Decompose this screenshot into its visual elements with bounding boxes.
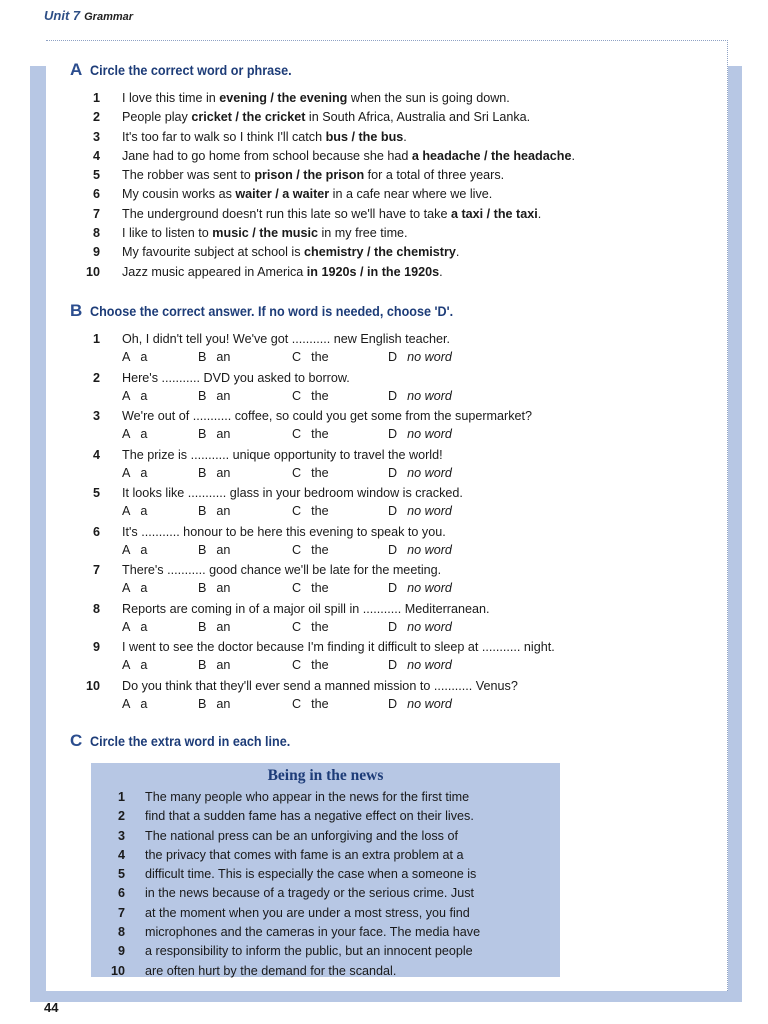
answer-options (82, 618, 662, 636)
exercise-item (82, 185, 642, 204)
item-text-after: when the sun is going down. (347, 91, 510, 105)
question-line (82, 523, 662, 541)
answer-options (82, 387, 662, 405)
choice-phrase[interactable]: a headache / the headache (411, 148, 572, 163)
item-number: 10 (85, 264, 100, 279)
option-c[interactable]: C the (292, 427, 329, 441)
question-number: 9 (92, 640, 100, 654)
question-line (82, 600, 662, 618)
question-number: 3 (92, 409, 100, 423)
option-b[interactable]: B an (198, 696, 231, 711)
choice-phrase[interactable]: prison / the prison (254, 168, 365, 183)
option-c[interactable]: C the (292, 465, 329, 480)
reading-title: Being in the news (267, 767, 384, 784)
exercise-item (82, 205, 642, 224)
item-text-after: . (537, 206, 542, 221)
question-line (82, 407, 662, 425)
section-b-instruction: Choose the correct answer. If no word is needed, choose 'D'. (90, 303, 454, 319)
reading-text-box (91, 763, 560, 977)
option-c[interactable]: C the (292, 350, 329, 364)
line-text: at the moment when you are under a most stress, you find (145, 905, 470, 920)
item-text-before: I like to listen to (122, 226, 213, 241)
unit-label: Unit 7 (44, 8, 81, 23)
option-d[interactable]: D no word (388, 542, 452, 557)
text-line[interactable] (99, 807, 480, 826)
option-b[interactable]: B an (198, 658, 231, 672)
option-a[interactable]: A a (122, 658, 148, 672)
option-d[interactable]: D no word (388, 658, 452, 672)
choice-phrase[interactable]: bus / the bus (325, 129, 404, 144)
line-text: find that a sudden fame has a negative effect on their lives. (145, 809, 474, 824)
option-d[interactable]: D no word (388, 504, 452, 518)
section-a-letter: A (70, 60, 83, 79)
item-text-after: in my free time. (317, 226, 408, 241)
item-text-before: The underground doesn't run this late so we'll have to take (122, 206, 451, 221)
exercise-item (82, 243, 642, 262)
option-b[interactable]: B an (198, 427, 231, 441)
item-text-before: People play (122, 110, 192, 125)
option-a[interactable]: A a (122, 465, 148, 480)
option-a[interactable]: A a (122, 427, 148, 441)
line-number: 9 (117, 944, 125, 959)
option-a[interactable]: A a (122, 696, 148, 711)
option-c[interactable]: C the (292, 542, 329, 557)
question-item (82, 407, 662, 446)
choice-phrase[interactable]: cricket / the cricket (191, 110, 306, 125)
question-line (82, 484, 662, 502)
question-line (82, 561, 662, 579)
option-c[interactable]: C the (292, 696, 329, 711)
item-number: 2 (92, 110, 100, 125)
question-text: There's ........... good chance we'll be late for the meeting. (122, 563, 442, 577)
reading-lines (99, 788, 480, 981)
answer-options (82, 348, 662, 366)
line-number: 6 (117, 886, 125, 901)
option-a[interactable]: A a (122, 388, 148, 403)
option-c[interactable]: C the (292, 658, 329, 672)
option-a[interactable]: A a (122, 581, 148, 595)
option-d[interactable]: D no word (388, 388, 452, 403)
item-number: 1 (92, 91, 100, 105)
item-text-before: My cousin works as (122, 187, 236, 202)
option-b[interactable]: B an (198, 465, 231, 480)
question-item (82, 561, 662, 600)
answer-options (82, 579, 662, 597)
item-text-after: . (439, 264, 443, 279)
answer-options (82, 425, 662, 443)
question-number: 8 (92, 601, 100, 616)
option-a[interactable]: A a (122, 619, 148, 634)
question-item (82, 484, 662, 523)
question-item (82, 523, 662, 562)
text-line[interactable] (99, 827, 480, 846)
line-number: 4 (117, 847, 125, 862)
item-text-after: in a cafe near where we live. (329, 187, 493, 202)
section-c-letter: C (70, 731, 83, 750)
line-number: 5 (117, 867, 125, 882)
option-b[interactable]: B an (198, 504, 231, 518)
option-d[interactable]: D no word (388, 350, 452, 364)
option-c[interactable]: C the (292, 619, 329, 634)
item-text-after: . (455, 245, 460, 260)
item-number: 3 (92, 129, 100, 144)
text-line[interactable] (99, 923, 480, 942)
text-line[interactable] (99, 904, 480, 923)
section-a-heading (70, 60, 314, 80)
choice-phrase[interactable]: music / the music (212, 226, 318, 241)
question-text: We're out of ........... coffee, so could you get some from the supermarket? (122, 409, 533, 423)
line-number: 7 (117, 905, 125, 920)
section-c-heading (70, 731, 313, 751)
exercise-item (82, 128, 642, 147)
option-a[interactable]: A a (122, 542, 148, 557)
option-b[interactable]: B an (198, 542, 231, 557)
line-text: are often hurt by the demand for the scandal. (145, 963, 397, 978)
item-text-before: My favourite subject at school is (122, 245, 304, 260)
item-number: 6 (92, 187, 100, 202)
question-text: The prize is ........... unique opportunity to travel the world! (122, 447, 443, 462)
question-text: Reports are coming in of a major oil spill in ........... Mediterranean. (122, 601, 490, 616)
item-number: 9 (92, 245, 100, 260)
item-number: 5 (92, 168, 100, 183)
question-number: 2 (92, 370, 100, 385)
question-line (82, 330, 662, 348)
option-d[interactable]: D no word (388, 581, 452, 595)
text-line[interactable] (99, 884, 480, 903)
answer-options (82, 502, 662, 520)
text-line[interactable] (99, 962, 480, 981)
answer-options (82, 541, 662, 559)
line-text: microphones and the cameras in your face. The media have (145, 925, 481, 940)
line-number: 3 (117, 828, 125, 843)
option-c[interactable]: C the (292, 388, 329, 403)
unit-header (44, 8, 133, 23)
option-b[interactable]: B an (198, 388, 231, 403)
option-a[interactable]: A a (122, 504, 148, 518)
question-line (82, 677, 662, 695)
question-text: Do you think that they'll ever send a manned mission to ........... Venus? (122, 678, 518, 693)
item-text-before: Jane had to go home from school because she had (122, 148, 412, 163)
question-text: Oh, I didn't tell you! We've got ........... new English teacher. (122, 332, 450, 346)
choice-phrase[interactable]: chemistry / the chemistry (304, 245, 456, 260)
option-d[interactable]: D no word (388, 619, 452, 634)
question-text: It's ........... honour to be here this evening to speak to you. (122, 524, 446, 539)
option-c[interactable]: C the (292, 504, 329, 518)
question-number: 10 (85, 678, 100, 693)
question-text: Here's ........... DVD you asked to borrow. (122, 370, 350, 385)
answer-options (82, 695, 662, 713)
option-b[interactable]: B an (198, 581, 231, 595)
question-line (82, 638, 662, 656)
section-a-instruction: Circle the correct word or phrase. (90, 62, 292, 78)
question-line (82, 369, 662, 387)
text-line[interactable] (99, 942, 480, 961)
page-number: 44 (44, 1000, 59, 1015)
question-item (82, 677, 662, 716)
line-number: 8 (117, 925, 125, 940)
question-line (82, 446, 662, 464)
exercise-item (82, 147, 642, 166)
option-d[interactable]: D no word (388, 427, 452, 441)
line-text: The national press can be an unforgiving and the loss of (145, 828, 458, 843)
exercise-item (82, 263, 642, 282)
question-item (82, 638, 662, 677)
choice-phrase[interactable]: waiter / a waiter (235, 187, 330, 202)
text-line[interactable] (99, 865, 480, 884)
choice-phrase[interactable]: a taxi / the taxi (450, 206, 538, 221)
line-text: difficult time. This is especially the case when a someone is (145, 867, 477, 882)
option-c[interactable]: C the (292, 581, 329, 595)
item-text-after: for a total of three years. (364, 168, 505, 183)
item-text-before: The robber was sent to (122, 168, 255, 183)
item-number: 7 (92, 206, 100, 221)
question-text: It looks like ........... glass in your bedroom window is cracked. (122, 486, 463, 500)
text-line[interactable] (99, 788, 480, 807)
exercise-item (82, 224, 642, 243)
line-text: a responsibility to inform the public, but an innocent people (145, 944, 473, 959)
option-d[interactable]: D no word (388, 465, 452, 480)
section-b-heading (70, 301, 494, 321)
item-number: 8 (92, 226, 100, 241)
question-item (82, 446, 662, 485)
choice-phrase[interactable]: in 1920s / in the 1920s (306, 264, 440, 279)
option-b[interactable]: B an (198, 619, 231, 634)
question-text: I went to see the doctor because I'm finding it difficult to sleep at ........... night. (122, 640, 555, 654)
section-a-list (82, 89, 642, 282)
question-number: 6 (92, 524, 100, 539)
line-number: 2 (117, 809, 125, 824)
answer-options (82, 464, 662, 482)
line-text: the privacy that comes with fame is an extra problem at a (145, 847, 464, 862)
item-text-before: Jazz music appeared in America (122, 264, 307, 279)
item-text-after: in South Africa, Australia and Sri Lanka. (305, 110, 531, 125)
item-text-after: . (403, 129, 407, 144)
question-number: 5 (92, 486, 100, 500)
question-number: 1 (92, 332, 100, 346)
line-text: in the news because of a tragedy or the serious crime. Just (145, 886, 475, 901)
choice-phrase[interactable]: evening / the evening (219, 91, 348, 105)
exercise-item (82, 89, 642, 108)
question-number: 7 (92, 563, 100, 577)
exercise-item (82, 108, 642, 127)
question-item (82, 330, 662, 369)
unit-subtitle: Grammar (84, 11, 134, 23)
item-number: 4 (92, 148, 100, 163)
item-text-before: It's too far to walk so I think I'll catch (122, 129, 326, 144)
line-number: 10 (110, 963, 125, 978)
item-text-before: I love this time in (122, 91, 220, 105)
section-c-instruction: Circle the extra word in each line. (90, 733, 291, 749)
line-number: 1 (117, 790, 125, 804)
option-a[interactable]: A a (122, 350, 148, 364)
section-b-list (82, 330, 662, 715)
option-b[interactable]: B an (198, 350, 231, 364)
question-item (82, 369, 662, 408)
item-text-after: . (571, 148, 575, 163)
option-d[interactable]: D no word (388, 696, 452, 711)
exercise-item (82, 166, 642, 185)
question-item (82, 600, 662, 639)
line-text: The many people who appear in the news for the first time (145, 790, 470, 804)
text-line[interactable] (99, 846, 480, 865)
answer-options (82, 656, 662, 674)
question-number: 4 (92, 447, 100, 462)
section-b-letter: B (70, 301, 83, 320)
